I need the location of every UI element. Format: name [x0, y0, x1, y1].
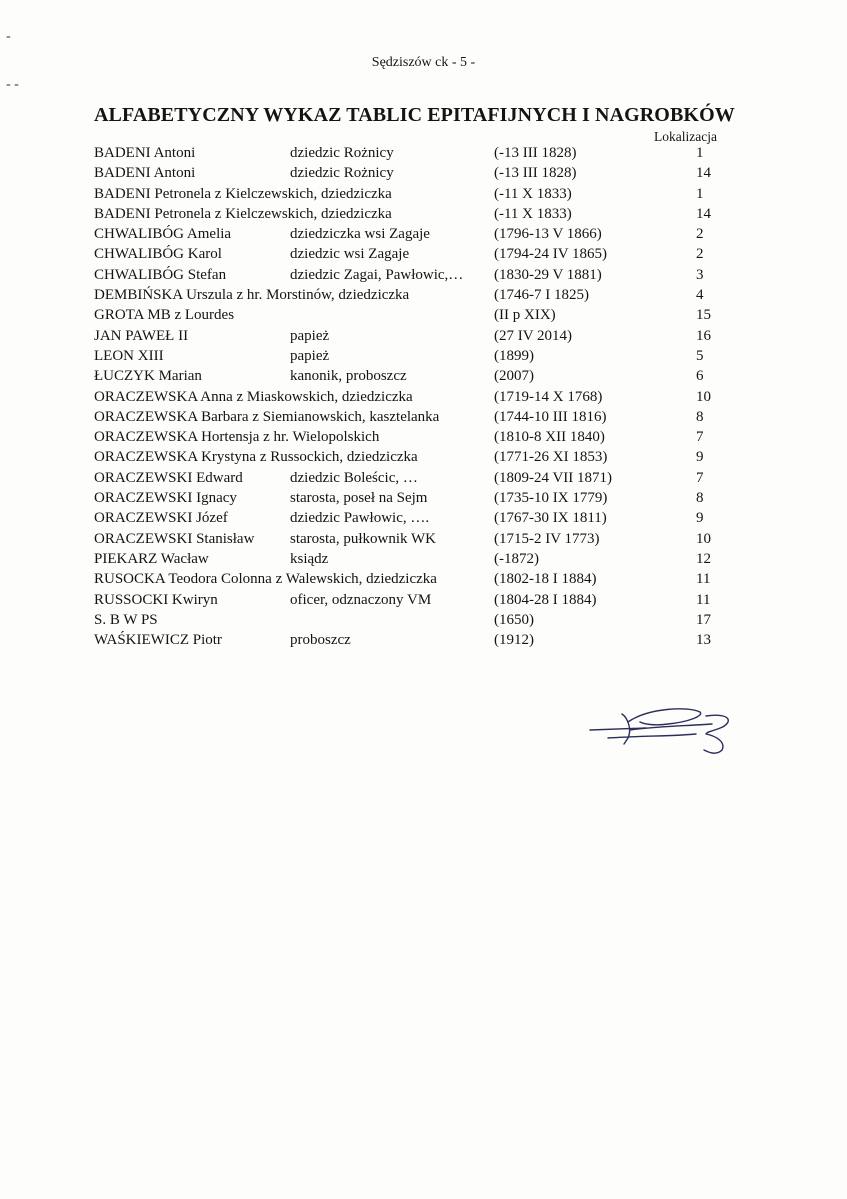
entry-dates: (27 IV 2014) [494, 327, 573, 344]
entry-dates: (-13 III 1828) [494, 165, 577, 182]
entry-dates: (1719-14 X 1768) [494, 388, 603, 405]
entry-dates: (1771-26 XI 1853) [494, 449, 608, 466]
entry-description: starosta, pułkownik WK [290, 530, 436, 547]
list-item [94, 225, 734, 245]
epitaph-list [94, 144, 734, 651]
list-item [94, 185, 734, 205]
entry-name: RUSOCKA Teodora Colonna z Walewskich, dziedziczka [94, 571, 437, 588]
entry-dates: (1744-10 III 1816) [494, 408, 607, 425]
entry-name: ORACZEWSKI Stanisław [94, 530, 255, 547]
entry-dates: (1899) [494, 347, 534, 364]
entry-description: dziedziczka wsi Zagaje [290, 226, 430, 243]
entry-dates: (II p XIX) [494, 307, 556, 324]
entry-dates: (1767-30 IX 1811) [494, 510, 607, 527]
entry-dates: (-1872) [494, 550, 539, 567]
entry-name: ORACZEWSKA Hortensja z hr. Wielopolskich [94, 429, 380, 446]
entry-name: CHWALIBÓG Amelia [94, 226, 232, 243]
entry-dates: (2007) [494, 368, 534, 385]
entry-location: 12 [696, 550, 711, 567]
list-item [94, 388, 734, 408]
entry-name: CHWALIBÓG Karol [94, 246, 222, 263]
entry-dates: (1746-7 I 1825) [494, 287, 589, 304]
entry-dates: (-13 III 1828) [494, 145, 577, 161]
entry-location: 5 [696, 347, 704, 364]
entry-name: ORACZEWSKA Barbara z Siemianowskich, kasztelanka [94, 408, 440, 425]
entry-dates: (1794-24 IV 1865) [494, 246, 608, 263]
list-item [94, 550, 734, 570]
entry-description: dziedzic Zagai, Pawłowic,… [290, 266, 464, 283]
list-item [94, 306, 734, 326]
entry-location: 11 [696, 571, 711, 588]
entry-location: 3 [696, 266, 704, 283]
entry-dates: (1830-29 V 1881) [494, 266, 602, 283]
entry-location: 10 [696, 388, 711, 405]
entry-description: kanonik, proboszcz [290, 368, 407, 385]
entry-description: proboszcz [290, 632, 351, 649]
entry-dates: (1802-18 I 1884) [494, 571, 597, 588]
list-item [94, 266, 734, 286]
list-item [94, 144, 734, 164]
entry-description: dziedzic wsi Zagaje [290, 246, 410, 263]
entry-location: 11 [696, 591, 711, 608]
entry-name: GROTA MB z Lourdes [94, 307, 235, 324]
entry-name: DEMBIŃSKA Urszula z hr. Morstinów, dziedziczka [94, 287, 410, 304]
entry-location: 9 [696, 510, 704, 527]
entry-location: 9 [696, 449, 704, 466]
entry-name: ORACZEWSKI Edward [94, 469, 243, 486]
entry-description: dziedzic Pawłowic, …. [290, 510, 430, 527]
list-item [94, 530, 734, 550]
entry-location: 7 [696, 429, 704, 446]
entry-dates: (1809-24 VII 1871) [494, 469, 613, 486]
list-item [94, 286, 734, 306]
entry-name: JAN PAWEŁ II [94, 327, 189, 344]
entry-name: ŁUCZYK Marian [94, 368, 202, 385]
list-item [94, 327, 734, 347]
entry-name: BADENI Petronela z Kielczewskich, dziedziczka [94, 185, 392, 202]
list-item [94, 570, 734, 590]
handwritten-signature [588, 700, 748, 765]
entry-name: ORACZEWSKI Józef [94, 510, 228, 527]
entry-dates: (1912) [494, 632, 534, 649]
entry-location: 7 [696, 469, 704, 486]
entry-location: 6 [696, 368, 704, 385]
entry-dates: (1804-28 I 1884) [494, 591, 597, 608]
entry-location: 17 [696, 611, 711, 628]
list-item [94, 164, 734, 184]
list-item [94, 245, 734, 265]
entry-description: starosta, poseł na Sejm [290, 490, 428, 507]
list-item [94, 205, 734, 225]
list-item [94, 347, 734, 367]
entry-description: oficer, odznaczony VM [290, 591, 432, 608]
entry-location: 4 [696, 287, 704, 304]
entry-name: PIEKARZ Wacław [94, 550, 209, 567]
list-item [94, 408, 734, 428]
entry-name: WAŚKIEWICZ Piotr [94, 632, 222, 649]
entry-dates: (1715-2 IV 1773) [494, 530, 600, 547]
page-title: ALFABETYCZNY WYKAZ TABLIC EPITAFIJNYCH I NAGROBKÓW [94, 104, 735, 126]
entry-name: RUSSOCKI Kwiryn [94, 591, 218, 608]
entry-name: ORACZEWSKA Anna z Miaskowskich, dziedziczka [94, 388, 413, 405]
entry-dates: (1810-8 XII 1840) [494, 429, 605, 446]
column-header-location: Lokalizacja [654, 129, 717, 144]
entry-location: 1 [696, 145, 704, 161]
list-item [94, 448, 734, 468]
entry-location: 16 [696, 327, 711, 344]
entry-name: CHWALIBÓG Stefan [94, 266, 227, 283]
entry-dates: (-11 X 1833) [494, 205, 572, 222]
entry-location: 8 [696, 408, 704, 425]
list-item [94, 591, 734, 611]
entry-description: dziedzic Rożnicy [290, 145, 394, 161]
entry-location: 1 [696, 185, 704, 202]
entry-description: ksiądz [290, 550, 329, 567]
entry-name: ORACZEWSKA Krystyna z Russockich, dziedziczka [94, 449, 418, 466]
entry-location: 14 [696, 205, 711, 222]
scan-mark: - [6, 29, 11, 44]
list-item [94, 509, 734, 529]
list-item [94, 489, 734, 509]
entry-location: 10 [696, 530, 711, 547]
entry-location: 8 [696, 490, 704, 507]
entry-location: 2 [696, 246, 704, 263]
entry-description: dziedzic Rożnicy [290, 165, 394, 182]
list-item [94, 611, 734, 631]
list-item [94, 469, 734, 489]
entry-location: 13 [696, 632, 711, 649]
entry-description: papież [290, 347, 330, 364]
entry-description: dziedzic Boleścic, … [290, 469, 418, 486]
page-header: Sędziszów ck - 5 - [371, 55, 476, 70]
entry-name: ORACZEWSKI Ignacy [94, 490, 237, 507]
entry-location: 2 [696, 226, 704, 243]
entry-location: 15 [696, 307, 711, 324]
entry-name: S. B W PS [94, 611, 158, 628]
entry-name: BADENI Antoni [94, 165, 196, 182]
entry-name: BADENI Antoni [94, 145, 196, 161]
entry-description: papież [290, 327, 330, 344]
entry-dates: (1650) [494, 611, 534, 628]
entry-location: 14 [696, 165, 711, 182]
entry-dates: (1796-13 V 1866) [494, 226, 602, 243]
entry-name: BADENI Petronela z Kielczewskich, dziedziczka [94, 205, 392, 222]
entry-name: LEON XIII [94, 347, 164, 364]
entry-dates: (-11 X 1833) [494, 185, 572, 202]
entry-dates: (1735-10 IX 1779) [494, 490, 608, 507]
scan-mark: - - [6, 77, 19, 92]
list-item [94, 631, 734, 651]
list-item [94, 367, 734, 387]
list-item [94, 428, 734, 448]
